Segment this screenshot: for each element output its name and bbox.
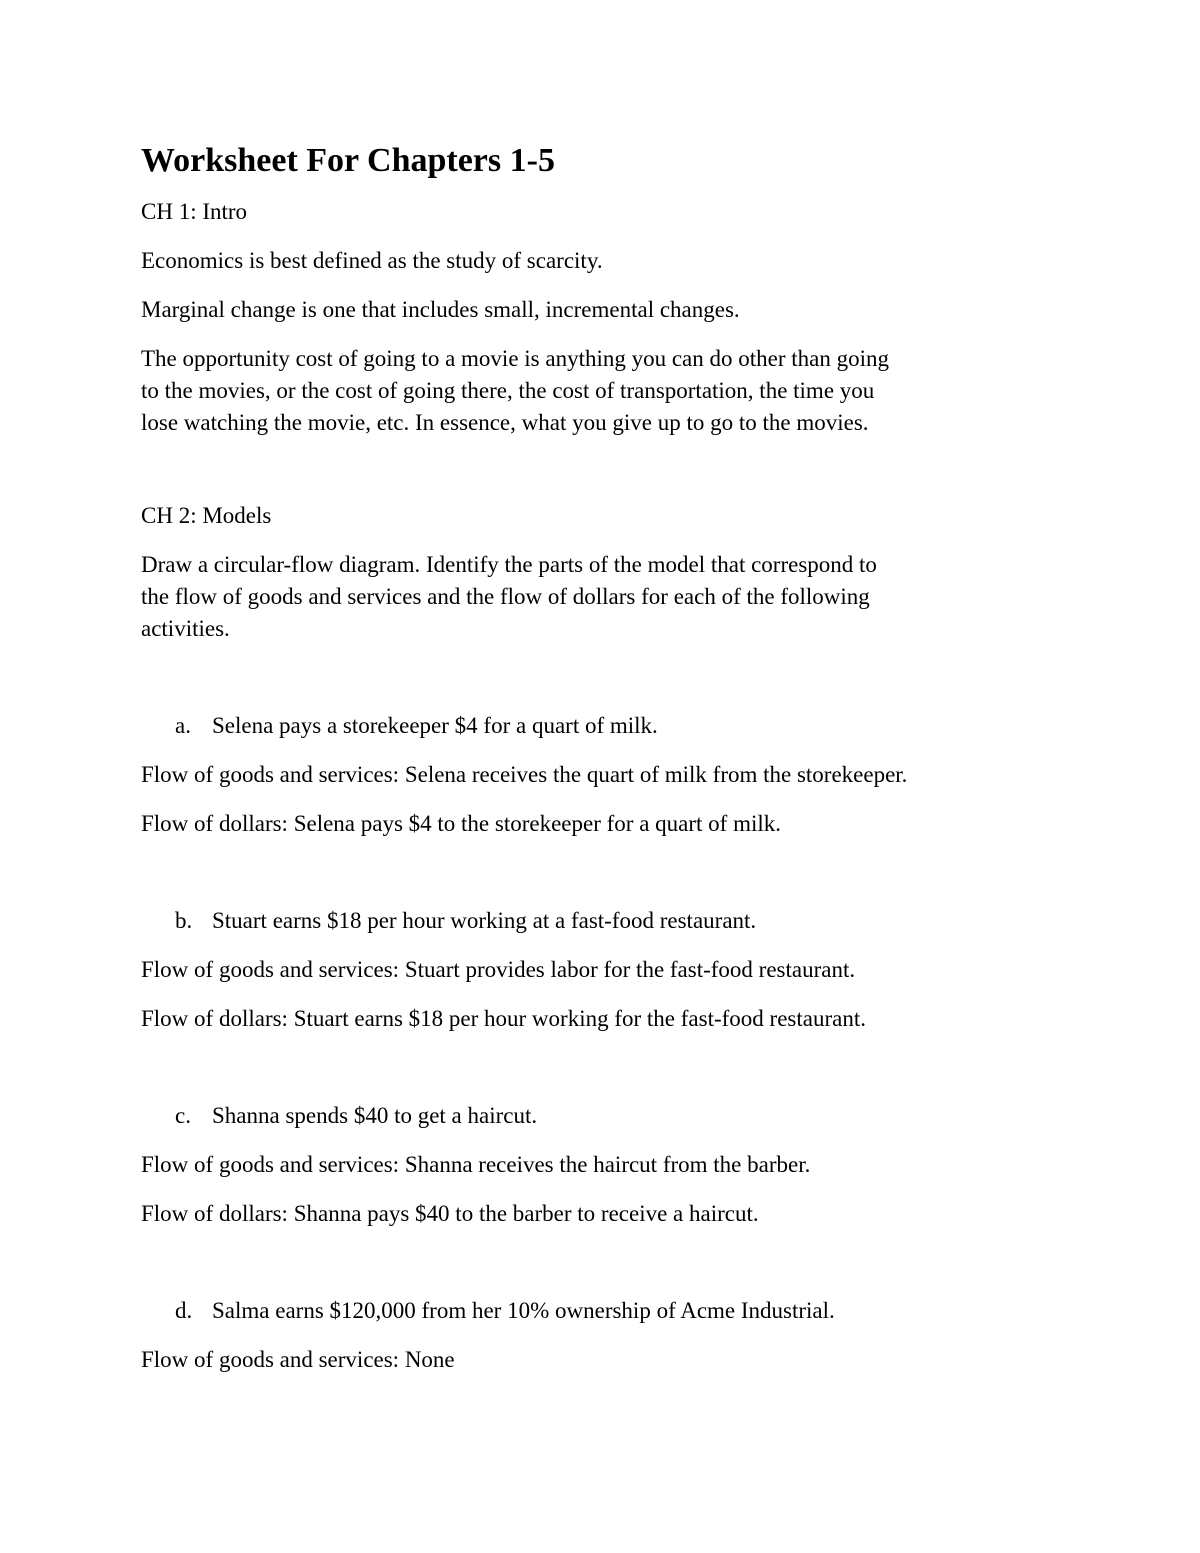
list-item	[141, 1100, 1071, 1132]
ch1-paragraph-economics: Economics is best defined as the study of scarcity.	[141, 248, 603, 273]
ch2-heading: CH 2: Models	[141, 503, 272, 528]
activity-item-d	[141, 1295, 1071, 1376]
flow-of-dollars: Flow of dollars: Selena pays $4 to the storekeeper for a quart of milk.	[141, 811, 782, 836]
list-item	[141, 1295, 1071, 1327]
list-item	[141, 710, 1071, 742]
ch1-paragraph-marginal: Marginal change is one that includes small, incremental changes.	[141, 297, 740, 322]
flow-of-goods: Flow of goods and services: None	[141, 1347, 455, 1372]
activity-item-c	[141, 1100, 1071, 1230]
page-title: Worksheet For Chapters 1-5	[141, 142, 555, 179]
activity-text: Stuart earns $18 per hour working at a fast-food restaurant.	[212, 908, 757, 933]
activity-text: Salma earns $120,000 from her 10% ownership of Acme Industrial.	[212, 1298, 835, 1323]
text-line: the flow of goods and services and the flow of dollars for each of the following	[141, 584, 870, 609]
list-marker: d.	[175, 1298, 193, 1323]
list-marker: a.	[175, 713, 191, 738]
text-line: activities.	[141, 616, 230, 641]
list-marker: c.	[175, 1103, 191, 1128]
text-line: Draw a circular-flow diagram. Identify the parts of the model that correspond to	[141, 552, 877, 577]
worksheet-page	[141, 138, 1071, 1376]
ch2-instructions	[141, 549, 1071, 645]
text-line: lose watching the movie, etc. In essence, what you give up to go to the movies.	[141, 410, 869, 435]
flow-of-goods: Flow of goods and services: Shanna receives the haircut from the barber.	[141, 1152, 811, 1177]
flow-of-dollars: Flow of dollars: Stuart earns $18 per hour working for the fast-food restaurant.	[141, 1006, 866, 1031]
activity-text: Shanna spends $40 to get a haircut.	[212, 1103, 538, 1128]
ch1-heading: CH 1: Intro	[141, 199, 248, 224]
text-line: The opportunity cost of going to a movie is anything you can do other than going	[141, 346, 890, 371]
list-item	[141, 905, 1071, 937]
list-marker: b.	[175, 908, 193, 933]
flow-of-goods: Flow of goods and services: Stuart provides labor for the fast-food restaurant.	[141, 957, 856, 982]
activity-item-a	[141, 710, 1071, 840]
activity-text: Selena pays a storekeeper $4 for a quart of milk.	[212, 713, 658, 738]
flow-of-dollars: Flow of dollars: Shanna pays $40 to the barber to receive a haircut.	[141, 1201, 759, 1226]
text-line: to the movies, or the cost of going there, the cost of transportation, the time you	[141, 378, 875, 403]
activity-item-b	[141, 905, 1071, 1035]
ch1-paragraph-opportunity-cost	[141, 343, 1071, 439]
flow-of-goods: Flow of goods and services: Selena receives the quart of milk from the storekeeper.	[141, 762, 908, 787]
